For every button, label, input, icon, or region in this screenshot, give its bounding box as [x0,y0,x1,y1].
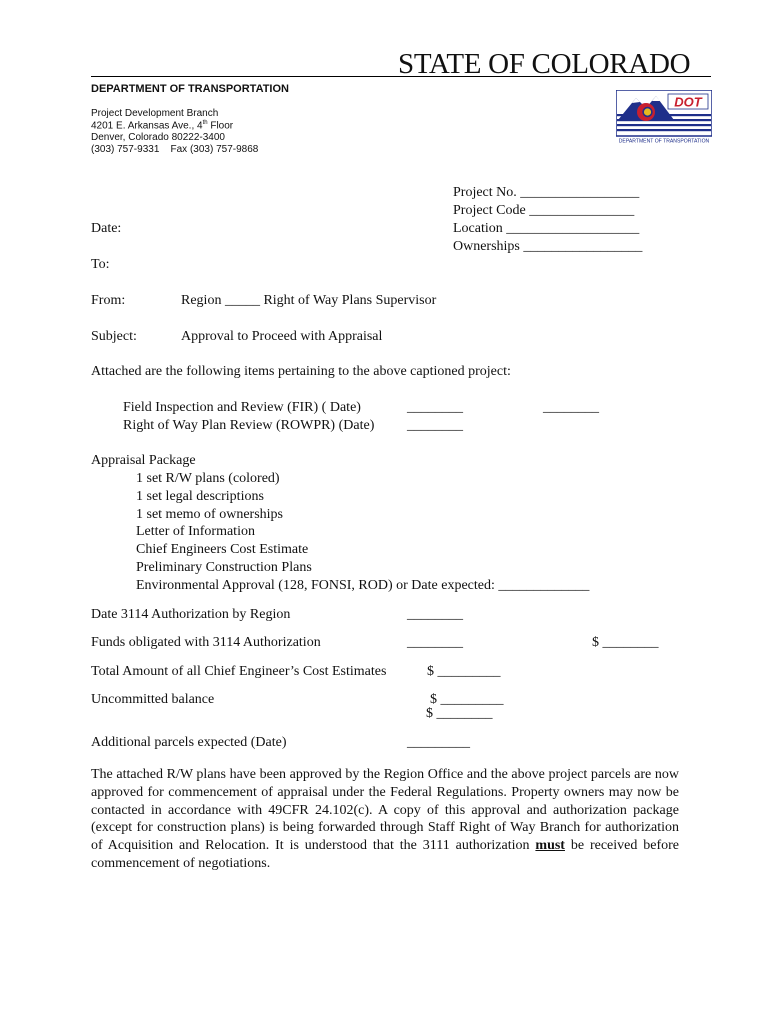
address-line-1: 4201 E. Arkansas Ave., 4th Floor [91,120,234,132]
project-code-field[interactable]: Project Code _______________ [453,203,635,218]
attached-intro: Attached are the following items pertaining to the above captioned project: [91,364,511,379]
appraisal-item: Letter of Information [136,524,255,539]
must-emphasis: must [535,838,565,854]
from-value[interactable]: Region _____ Right of Way Plans Supervisor [181,293,437,308]
appraisal-heading: Appraisal Package [91,453,196,468]
date-3114-label: Date 3114 Authorization by Region [91,607,291,622]
closing-paragraph: The attached R/W plans have been approved by the Region Office and the above project parcels are now approved for commencement of appraisal under the Federal Regulations. Property owners may now be contacted in accordance with 49CFR 24.102(c). A copy of this approval and authorization package (except for construction plans) is being forwarded through Staff Right of Way Branch for authorization of Acquisition and Relocation. It is understood that the 3111 authorization must be received before commencement of negotiations. [91,767,680,871]
uncommitted-balance-label: Uncommitted balance [91,692,215,707]
subject-label: Subject: [91,329,137,344]
location-field[interactable]: Location ___________________ [453,221,640,236]
appraisal-item: 1 set memo of ownerships [136,507,283,522]
total-cost-amount-field[interactable]: $ _________ [427,664,501,679]
ownerships-field[interactable]: Ownerships _________________ [453,239,643,254]
fir-date-field-1[interactable]: ________ [407,400,463,415]
logo-dot-text: DOT [674,94,702,110]
rowpr-date-field[interactable]: ________ [407,418,463,433]
appraisal-item: Chief Engineers Cost Estimate [136,542,309,557]
appraisal-item: Preliminary Construction Plans [136,560,312,575]
state-title: STATE OF COLORADO [398,48,691,80]
appraisal-item-environmental[interactable]: Environmental Approval (128, FONSI, ROD) or Date expected: _____________ [136,578,590,593]
uncommitted-amount-field-2[interactable]: $ ________ [426,706,493,721]
phone-fax: (303) 757-9331 Fax (303) 757-9868 [91,144,259,155]
funds-obligated-amount-field[interactable]: $ ________ [592,635,659,650]
funds-obligated-label: Funds obligated with 3114 Authorization [91,635,321,650]
to-label: To: [91,257,110,272]
branch-name: Project Development Branch [91,108,219,119]
date-label: Date: [91,221,122,236]
funds-obligated-date-field[interactable]: ________ [407,635,463,650]
logo-caption: DEPARTMENT OF TRANSPORTATION [618,138,710,144]
uncommitted-amount-field-1[interactable]: $ _________ [430,692,504,707]
address-line-2: Denver, Colorado 80222-3400 [91,132,225,143]
cdot-logo [616,90,712,144]
subject-value: Approval to Proceed with Appraisal [181,329,383,344]
header-rule [91,76,711,77]
appraisal-item: 1 set legal descriptions [136,489,264,504]
date-3114-field[interactable]: ________ [407,607,463,622]
total-cost-label: Total Amount of all Chief Engineer’s Cost Estimates [91,664,387,679]
project-no-field[interactable]: Project No. _________________ [453,185,640,200]
additional-parcels-date-field[interactable]: _________ [407,735,470,750]
additional-parcels-label: Additional parcels expected (Date) [91,735,287,750]
appraisal-item: 1 set R/W plans (colored) [136,471,280,486]
rowpr-label: Right of Way Plan Review (ROWPR) (Date) [123,418,375,433]
department-name: DEPARTMENT OF TRANSPORTATION [91,83,289,95]
fir-label: Field Inspection and Review (FIR) ( Date) [123,400,361,415]
fir-date-field-2[interactable]: ________ [543,400,599,415]
from-label: From: [91,293,126,308]
